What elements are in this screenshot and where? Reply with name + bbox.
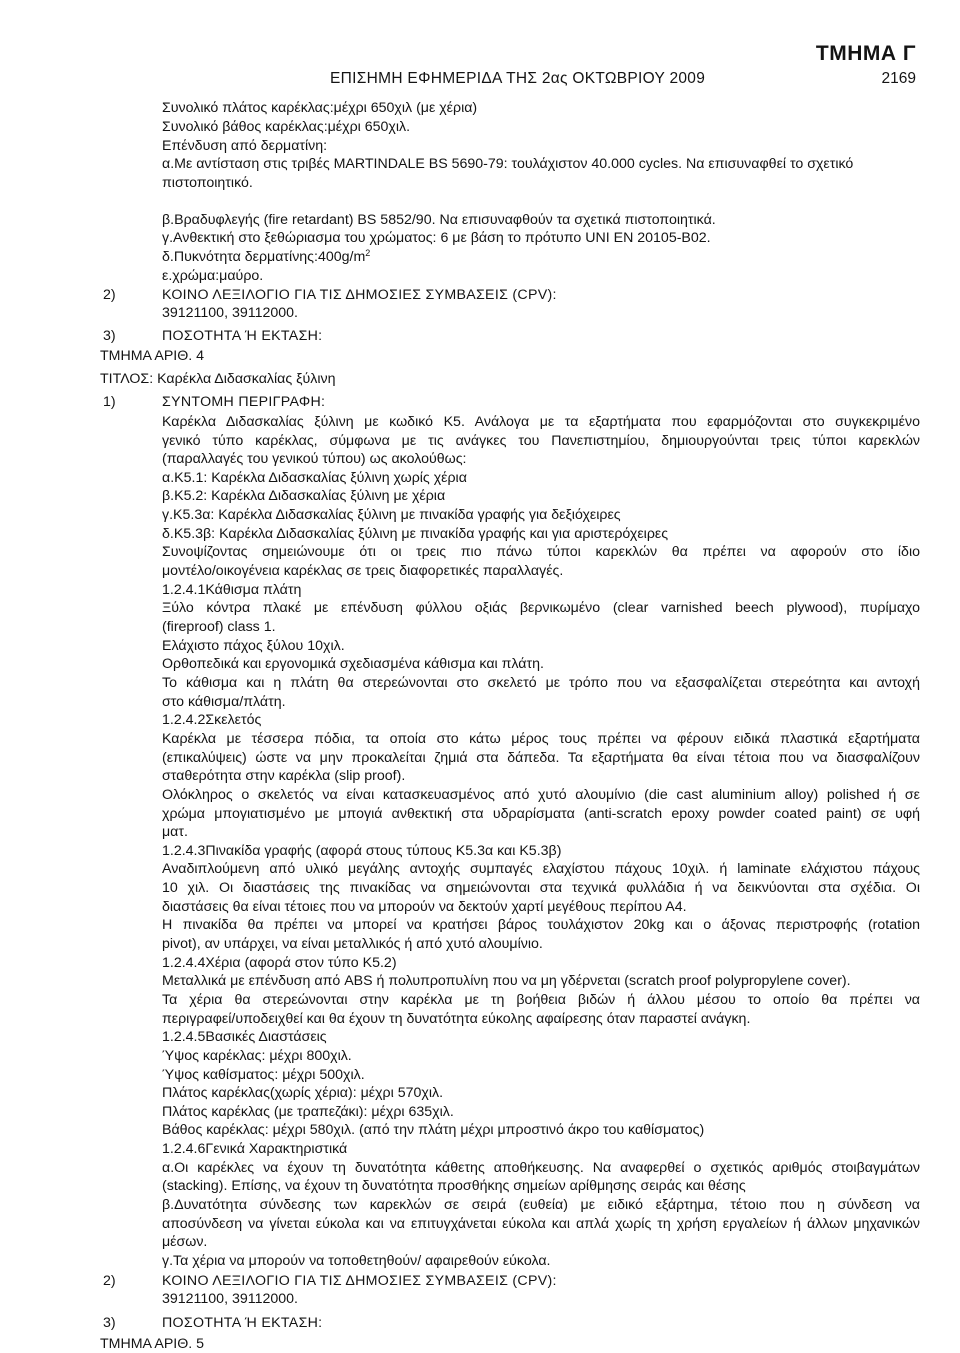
text-line: Μεταλλικά με επένδυση από ABS ή πολυπροπυλίνη που να μη γδέρνεται (scratch proof polypropylene cover). [162,973,851,989]
text-line: Καρέκλα Διδασκαλίας ξύλινη με κωδικό Κ5. Ανάλογα με τα εξαρτήματα που εφαρμόζονται στο συγκεκριμένο [162,414,920,430]
text-line: α.Με αντίσταση στις τριβές MARTINDALE BS 5690-79: τουλάχιστον 40.000 cycles. Να επισυναφθεί το σχετικό [162,156,854,172]
item-number: 3) [103,1315,116,1331]
text-line: Επένδυση από δερματίνη: [162,138,328,154]
item-number: 2) [103,287,116,303]
subsection-heading: 1.2.4.2Σκελετός [162,712,262,728]
text-line: Πλάτος καρέκλας (με τραπεζάκι): μέχρι 635χιλ. [162,1104,454,1120]
text-line: γενικό τύπο καρέκλας, σύμφωνα με τις ανάγκες του Πανεπιστημίου, δημιουργούνται τρεις τύποι καρεκλών [162,433,920,449]
text-line: μέσων. [162,1234,208,1250]
subsection-heading: 1.2.4.5Βασικές Διαστάσεις [162,1029,327,1045]
quantity-heading: ΠΟΣΟΤΗΤΑ Ή ΕΚΤΑΣΗ: [162,328,323,344]
text-line: Το κάθισμα και η πλάτη θα στερεώνονται στο σκελετό με τρόπο που να εξασφαλίζεται στερεότητα και αντοχή [162,675,920,691]
text-line: σταθερότητα στην καρέκλα (slip proof). [162,768,406,784]
text-line: Ολόκληρος ο σκελετός να είναι κατασκευασμένος από χυτό αλουμίνιο (die cast aluminium alloy) polished ή σε [162,787,920,803]
text-line: δ.Κ5.3β: Καρέκλα Διδασκαλίας ξύλινη με πινακίδα γραφής και για αριστερόχειρες [162,526,669,542]
page-number: 2169 [881,70,916,87]
superscript: 2 [365,248,371,258]
subsection-heading: 1.2.4.3Πινακίδα γραφής (αφορά στους τύπους Κ5.3α και Κ5.3β) [162,843,562,859]
text-line: Η πινακίδα θα πρέπει να μπορεί να κρατήσει βάρος τουλάχιστον 20kg και ο άξονας περιστροφής (rotation [162,917,920,933]
text-line: Ύψος καθίσματος: μέχρι 500χιλ. [162,1067,365,1083]
text-line: ε.χρώμα:μαύρο. [162,268,264,284]
text-line: Καρέκλα με τέσσερα πόδια, τα οποία στο κάτω μέρος τους πρέπει να φέρουν ειδικά πλαστικά εξαρτήματα [162,731,920,747]
text-line: γ.Τα χέρια να μπορούν να τοποθετηθούν/ αφαιρεθούν εύκολα. [162,1253,551,1269]
quantity-heading: ΠΟΣΟΤΗΤΑ Ή ΕΚΤΑΣΗ: [162,1315,323,1331]
text-line: α.Κ5.1: Καρέκλα Διδασκαλίας ξύλινη χωρίς χέρια [162,470,467,486]
cpv-heading: ΚΟΙΝΟ ΛΕΞΙΛΟΓΙΟ ΓΙΑ ΤΙΣ ΔΗΜΟΣΙΕΣ ΣΥΜΒΑΣΕΙΣ (CPV): [162,287,557,303]
text-line: (παραλλαγές του γενικού τύπου) ως ακολούθως: [162,451,467,467]
text-line: Συνολικό πλάτος καρέκλας:μέχρι 650χιλ (με χέρια) [162,100,478,116]
text-line: μοντέλο/οικογένεια καρέκλας σε τρεις διαφορετικές παραλλαγές. [162,563,564,579]
text-line: (fireproof) class 1. [162,619,276,635]
subsection-heading: 1.2.4.1Κάθισμα πλάτη [162,582,302,598]
text-line: αποσύνδεση να γίνεται εύκολα και να επιτυγχάνεται εύκολα και απλά χωρίς τη χρήση εργαλείων ή άλλων μηχανικών [162,1216,920,1232]
text-line: α.Οι καρέκλες να έχουν τη δυνατότητα κάθετης αποθήκευσης. Να αναφερθεί ο σχετικός αριθμός στοιβαγμάτων [162,1160,920,1176]
text-line: β.Βραδυφλεγής (fire retardant) BS 5852/90. Να επισυναφθούν τα σχετικά πιστοποιητικά. [162,212,716,228]
text-line: pivot), αν υπάρχει, να είναι μεταλλικός ή από χυτό αλουμίνιο. [162,936,543,952]
text-line: (επικαλύψεις) ώστε να μην προκαλείται ζημιά στα δάπεδα. Τα εξαρτήματα θα είναι τέτοια που να διασφαλίζουν [162,750,920,766]
text-line: Βάθος καρέκλας: μέχρι 580χιλ. (από την πλάτη μέχρι μπροστινό άκρο του καθίσματος) [162,1122,705,1138]
text-line: Ορθοπεδικά και εργονομικά σχεδιασμένα κάθισμα και πλάτη. [162,656,544,672]
text-line: περιγραφεί/υποδειχθεί και θα έχουν τη δυνατότητα εύκολης αφαίρεσης όταν παραστεί ανάγκη. [162,1011,751,1027]
subsection-heading: 1.2.4.6Γενικά Χαρακτηριστικά [162,1141,348,1157]
text-line: 10 χιλ. Οι διαστάσεις της πινακίδας να σημειώνονται στα τεχνικά φυλλάδια ή να δεικνύονται στα σχέδια. Οι [162,880,920,896]
text-line: ματ. [162,824,188,840]
text-line: Τα χέρια θα στερεώνονται στην καρέκλα με τη βοήθεια βιδών ή άλλου μέσου το οποίο θα πρέπει να [162,992,920,1008]
cpv-codes: 39121100, 39112000. [162,305,298,321]
item-number: 2) [103,1273,116,1289]
text-line: Συνοψίζοντας σημειώνουμε ότι οι τρεις πιο πάνω τύποι καρεκλών θα πρέπει να αφορούν στο ίδιο [162,544,920,560]
item-number: 3) [103,328,116,344]
text-line: πιστοποιητικό. [162,175,253,191]
item-number: 1) [103,394,116,410]
text-line: Ξύλο κόντρα πλακέ με επένδυση φύλλου οξιάς βερνικωμένο (clear varnished beech plywood), πυρίμαχο [162,600,920,616]
gazette-title: ΕΠΙΣΗΜΗ ΕΦΗΜΕΡΙΔΑ ΤΗΣ 2ας ΟΚΤΩΒΡΙΟΥ 2009 [330,70,706,87]
description-heading: ΣΥΝΤΟΜΗ ΠΕΡΙΓΡΑΦΗ: [162,394,326,410]
lot-number: ΤΜΗΜΑ ΑΡΙΘ. 5 [100,1336,205,1352]
text-line: Πλάτος καρέκλας(χωρίς χέρια): μέχρι 570χιλ. [162,1085,444,1101]
section-label: ΤΜΗΜΑ Γ [815,42,916,65]
text-line: στο κάθισμα/πλάτη. [162,694,286,710]
cpv-heading: ΚΟΙΝΟ ΛΕΞΙΛΟΓΙΟ ΓΙΑ ΤΙΣ ΔΗΜΟΣΙΕΣ ΣΥΜΒΑΣΕΙΣ (CPV): [162,1273,557,1289]
text-line: Ύψος καρέκλας: μέχρι 800χιλ. [162,1048,352,1064]
cpv-codes: 39121100, 39112000. [162,1291,298,1307]
density-text: δ.Πυκνότητα δερματίνης:400g/m [162,249,366,265]
text-line: (stacking). Επίσης, να έχουν τη δυνατότητα προσθήκης σημείων αρίθμησης σειράς και θέσης [162,1178,746,1194]
text-line: γ.Κ5.3α: Καρέκλα Διδασκαλίας ξύλινη με πινακίδα γραφής για δεξιόχειρες [162,507,621,523]
text-line: β.Κ5.2: Καρέκλα Διδασκαλίας ξύλινη με χέρια [162,488,446,504]
text-line: γ.Ανθεκτική στο ξεθώριασμα του χρώματος: 6 με βάση το πρότυπο UNI EN 20105-B02. [162,230,711,246]
text-line: β.Δυνατότητα σύνδεσης των καρεκλών σε σειρά (ευθεία) με ειδικό εξάρτημα, τέτοιο που η σύνδεση να [162,1197,920,1213]
text-line [162,248,370,266]
lot-title: ΤΙΤΛΟΣ: Καρέκλα Διδασκαλίας ξύλινη [100,371,336,387]
lot-number: ΤΜΗΜΑ ΑΡΙΘ. 4 [100,348,205,364]
text-line: διαστάσεις θα είναι τέτοιες που να μπορούν να δεκτούν χαρτί μεγέθους περίπου Α4. [162,899,687,915]
subsection-heading: 1.2.4.4Χέρια (αφορά στον τύπο Κ5.2) [162,955,397,971]
text-line: Ελάχιστο πάχος ξύλου 10χιλ. [162,638,345,654]
text-line: Συνολικό βάθος καρέκλας:μέχρι 650χιλ. [162,119,411,135]
text-line: χρώμα μπογιατισμένο με μπογιά ανθεκτική στα υδραρίσματα (anti-scratch epoxy powder coated paint) σε υφή [162,806,920,822]
text-line: Αναδιπλούμενη από υλικό μεγάλης αντοχής συμπαγές ελαχίστου πάχους 10χιλ. ή laminate ελάχιστου πάχους [162,861,920,877]
